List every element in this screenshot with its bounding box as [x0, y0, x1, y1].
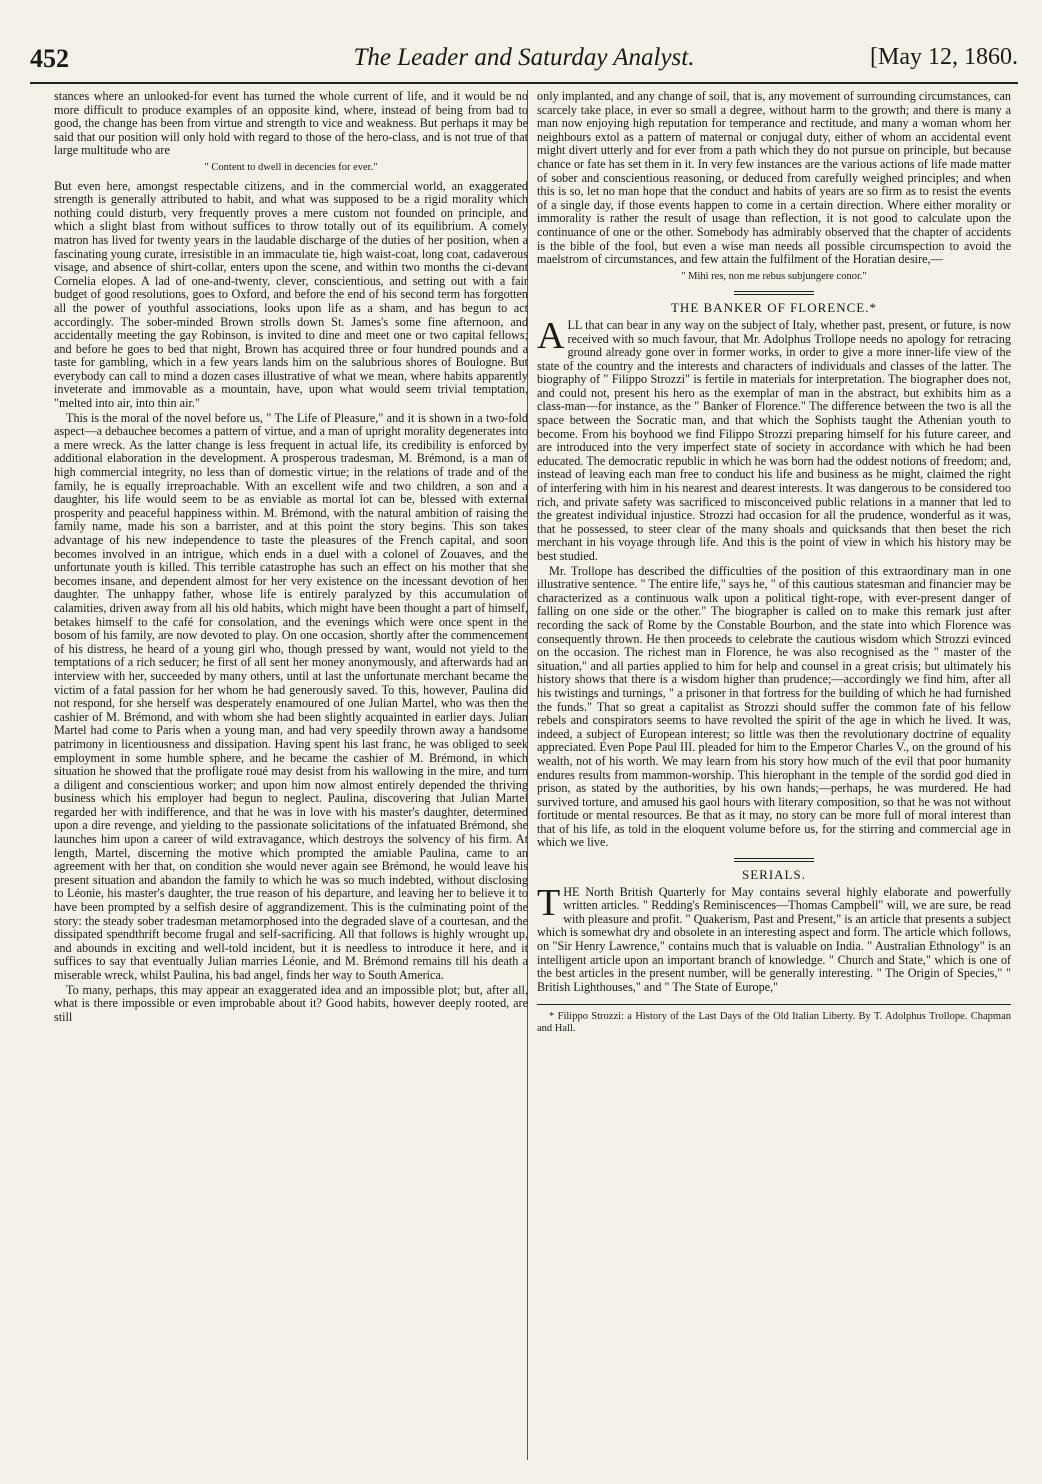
quotation: " Mihi res, non me rebus subjungere conor."	[681, 270, 867, 282]
drop-cap: T	[537, 881, 561, 924]
paragraph: But even here, amongst respectable citizens, and in the commercial world, an exaggerated strength is generally attributed to habit, and what was supposed to be a rigid morality which nothing could disturb, very frequently proves a mere custom not founded on principle, and which a slight blast from without suffices to throw totally out of its equilibrium. A comely matron has lived for twenty years in the laudable discharge of the duties of her position, when a fascinating young curate, irresistible in an immaculate tie, high waist-coat, long coat, cadaverous visage, and absence of shirt-collar, enters upon the scene, and within two months the ci-devant Cornelia elopes. A lad of one-and-twenty, clever, conscientious, and setting out with a fair budget of good resolutions, goes to Oxford, and before the end of his second term has forgotten all the power of youthful associations, looks upon life as a sham, and has begun to act accordingly. The sober-minded Brown strolls down St. James's some fine afternoon, and accidentally meeting the gay Robinson, is invited to dine and meet one or two capital fellows; and before he goes to bed that night, Brown has acquired three or four hundred pounds and a taste for gambling, which in a few years lands him on the salubrious shores of Boulogne. But everybody can call to mind a dozen cases illustrative of what we mean, where habits apparently inveterate and immovable as a mountain, have, upon what would seem trivial temptation, "melted into air, into thin air."	[54, 178, 528, 411]
drop-cap: A	[537, 314, 565, 357]
section-rule	[734, 291, 814, 295]
paragraph: To many, perhaps, this may appear an exaggerated idea and an impossible plot; but, after all, what is there impossible or even improbable about it? Good habits, however deeply rooted, are still	[54, 982, 528, 1024]
paragraph: Mr. Trollope has described the difficulties of the position of this extraordinary man in one illustrative sentence. " The entire life," says he, " of this cautious statesman and financier may be characterized as a continuous walk upon a political tight-rope, with ever-present danger of falling on one side or the other." The biographer is called on to make this remark just after recording the sack of Rome by the Constable Bourbon, and the state into which Florence was consequently thrown. He then proceeds to celebrate the cautious wisdom which Strozzi evinced on the occasion. The richest man in Florence, he was also recognised as the " master of the situation," and all parties applied to him for help and counsel in a great crisis; but ultimately his history shows that there is a wisdom higher than prudence;—accordingly we find him, after all his twistings and turnings, " a prisoner in that fortress for the building of which he had furnished the funds." That so great a capitalist as Strozzi should suffer the common fate of his fellow rebels and conspirators seems to have revolted the spirit of the age in which he lived. It was, indeed, a subject of European interest; so little was then the revolutionary doctrine of equality appreciated. Even Pope Paul III. pleaded for him to the Emperor Charles V., on the ground of his wealth, not of his worth. We may learn from his story how much of the evil that poor humanity endures results from mammon-worship. This hierophant in the temple of the sordid god died in prison, as stated by the authorities, by his own hands;—perhaps, he was murdered. He had survived torture, and amused his gaol hours with literary composition, so that he was not without fortitude or mental resources. Be that as it may, no story can be more full of moral interest than that of his life, as told in the eloquent volume before us, for the stirring and commercial age in which we live.	[537, 563, 1011, 850]
publication-title: The Leader and Saturday Analyst.	[353, 44, 695, 71]
running-header	[30, 44, 1018, 84]
issue-date: [May 12, 1860.	[870, 44, 1018, 70]
section-title-serials: SERIALS.	[742, 867, 806, 883]
paragraph-text: HE North British Quarterly for May contains several highly elaborate and powerfully written articles. " Redding's Reminiscences—Thomas Campbell" will, we are sure, be read with pleasure and profit. " Quakerism, Past and Present," is an article that presents a subject which is somewhat dry and obsolete in an interesting aspect and form. The article which follows, on "Sir Henry Lawrence," contains much that is valuable on India. " Australian Ethnology" is an intelligent article upon an important branch of knowledge. " Church and State," which is one of the best articles in the present number, will be generally interesting. " The Origin of Species," " British Lighthouses," and " The State of Europe,"	[537, 884, 1011, 994]
left-column	[54, 90, 528, 1450]
paragraph	[537, 314, 1011, 564]
page-number: 452	[30, 44, 69, 73]
footnote: * Filippo Strozzi: a History of the Last Days of the Old Italian Liberty. By T. Adolphus Trollope. Chapman and Hall.	[537, 1004, 1011, 1035]
right-column	[537, 90, 1011, 1450]
paragraph: only implanted, and any change of soil, that is, any movement of surrounding circumstances, can scarcely take place, in ever so small a degree, without harm to the growth; and there is many a man now enjoying high reputation for temperance and rectitude, and many a woman whom her neighbours extol as a pattern of maternal or conjugal duty, either of whom an accidental event might divert utterly and for ever from a path which they do not pursue on principle, but because chance or fate has set them in it. In very few instances are the various actions of life made matter of sober and conscientious reasoning, or deduced from carefully weighed principles; and when this is so, let no man hope that the conduct and habits of years are so firm as to resist the events of a single day, if those events happen to come in a certain direction. Where either morality or immorality is rather the result of usage than reflection, it is not good to calculate upon the continuance of one or the other. Somebody has admirably observed that the chapter of accidents is the bible of the fool, but even a wise man needs all possible circumspection to avoid the maelstrom of circumstances, and few attain the fulfilment of the Horatian desire,—	[537, 90, 1011, 267]
paragraph	[537, 881, 1011, 995]
paragraph: stances where an unlooked-for event has turned the whole current of life, and it would be no more difficult to produce examples of an opposite kind, where, instead of being from bad to good, the change has been from virtue and strength to vice and weakness. But perhaps it may be said that our position will only hold with regard to those of the hero-class, and is not true of that large multitude who are	[54, 90, 528, 158]
quotation: " Content to dwell in decencies for ever."	[204, 161, 378, 173]
section-rule	[734, 858, 814, 862]
section-title-banker-of-florence: THE BANKER OF FLORENCE.*	[670, 300, 877, 316]
paragraph: This is the moral of the novel before us, " The Life of Pleasure," and it is shown in a two-fold aspect—a debauchee becomes a pattern of virtue, and a man of upright morality degenerates into a mere wreck. As the latter change is less frequent in actual life, its credibility is enforced by additional elaboration in the development. A prosperous tradesman, M. Brémond, is a man of high commercial integrity, no less than of domestic virtue; in the relations of trade and of the family, he is equally irreproachable. With an excellent wife and two children, a son and a daughter, his life would seem to be as enviable as mortal lot can be, blessed with external prosperity and peaceful happiness within. M. Brémond, with the natural ambition of raising the family name, made his son a barrister, and at this point the story begins. This son takes advantage of his new independence to taste the pleasures of the French capital, and soon becomes involved in an intrigue, which ends in a duel with a colonel of Zouaves, and the unfortunate youth is killed. This terrible catastrophe has such an effect on his mother that she becomes insane, and dependent almost for her very existence on the incessant devotion of her daughter. The unhappy father, whose life is entirely paralyzed by this accumulation of calamities, driven away from all his old habits, which might have been thought a part of himself, betakes himself to the café for consolation, and the evenings which were once spent in the bosom of his family, are now devoted to play. On one occasion, shortly after the commencement of his distress, he heard of a young girl who, though pressed by want, would not yield to the temptations of a rich seducer; he first of all sent her money anonymously, and afterwards had an interview with her, succeeded by many others, until at last the unfortunate merchant became the victim of a fatal passion for her whom he had generously saved. To this, however, Paulina did not respond, for she herself was desperately enamoured of one Julian Martel, who was then the cashier of M. Brémond, and with whom she had been slightly acquainted in earlier days. Julian Martel had come to Paris when a young man, and had very speedily thrown away a handsome patrimony in licentiousness and dissipation. Having spent his last franc, he was obliged to seek employment in some humble sphere, and he became the cashier of M. Brémond, in which situation he showed that the profligate roué may desist from his wallowing in the mire, and turn a diligent and conscientious worker; and upon him now almost entirely depended the thriving business which his employer had begun to neglect. Paulina, discovering that Julian Martel regarded her with indifference, and that he was in love with his master's daughter, determined upon a dire revenge, and yielding to the passionate solicitations of the infatuated Brémond, she launches him upon a career of wild extravagance, which destroys the solvency of his firm. At length, Martel, discerning the motive which prompted the amiable Paulina, came to an agreement with her that, on condition she would never again see Brémond, he would leave his present situation and abandon the family to which he was so much indebted, without disclosing to Léonie, his master's daughter, the true reason of his departure, and leaving her to believe it to have been prompted by a selfish desire of aggrandizement. This is the culminating point of the story: the steady sober tradesman metamorphosed into the degraded slave of a courtesan, and the dissipated spendthrift become frugal and self-sacrificing. All that follows is highly wrought up, and abounds in exciting and well-told incident, but it is needless to introduce it here, and it suffices to say that eventually Julian marries Léonie, and M. Brémond remains till his death a miserable wreck, whilst Paulina, his bad angel, finds her way to South America.	[54, 410, 528, 982]
paragraph-text: LL that can bear in any way on the subject of Italy, whether past, present, or future, is now received with so much favour, that Mr. Adolphus Trollope needs no apology for retracing ground already gone over in former works, in order to give a more inner-life view of the state of the country and the interests and characters of individuals and classes of the latter. The biography of " Filippo Strozzi" is fertile in materials for interpretation. The biographer does not, and could not, present his hero as the exemplar of man in the abstract, but exhibits him as a class-man—for instance, as the " Banker of Florence." The difference between the two is all the space between the Socratic man, and that which the Sophists taught the Athenian youth to become. From his boyhood we find Filippo Strozzi preparing himself for his future career, and are introduced into the very imperfect state of society in accordance with which he had been educated. The democratic republic in which he was born had the oddest notions of freedom; and, instead of leaving each man free to conduct his life and business as he might, claimed the right of interfering with him in his nearest and dearest interests. It was dangerous to be considered too rich, and private safety was sacrificed to misconceived public relations in a manner that led to the greatest individual injustice. Strozzi had occasion for all the prudence, wonderful as it was, that he possessed, to steer clear of the many shoals and quicksands that then beset the rich merchant in his voyage through life. And this is the point of view in which his history may be best studied.	[537, 317, 1011, 563]
